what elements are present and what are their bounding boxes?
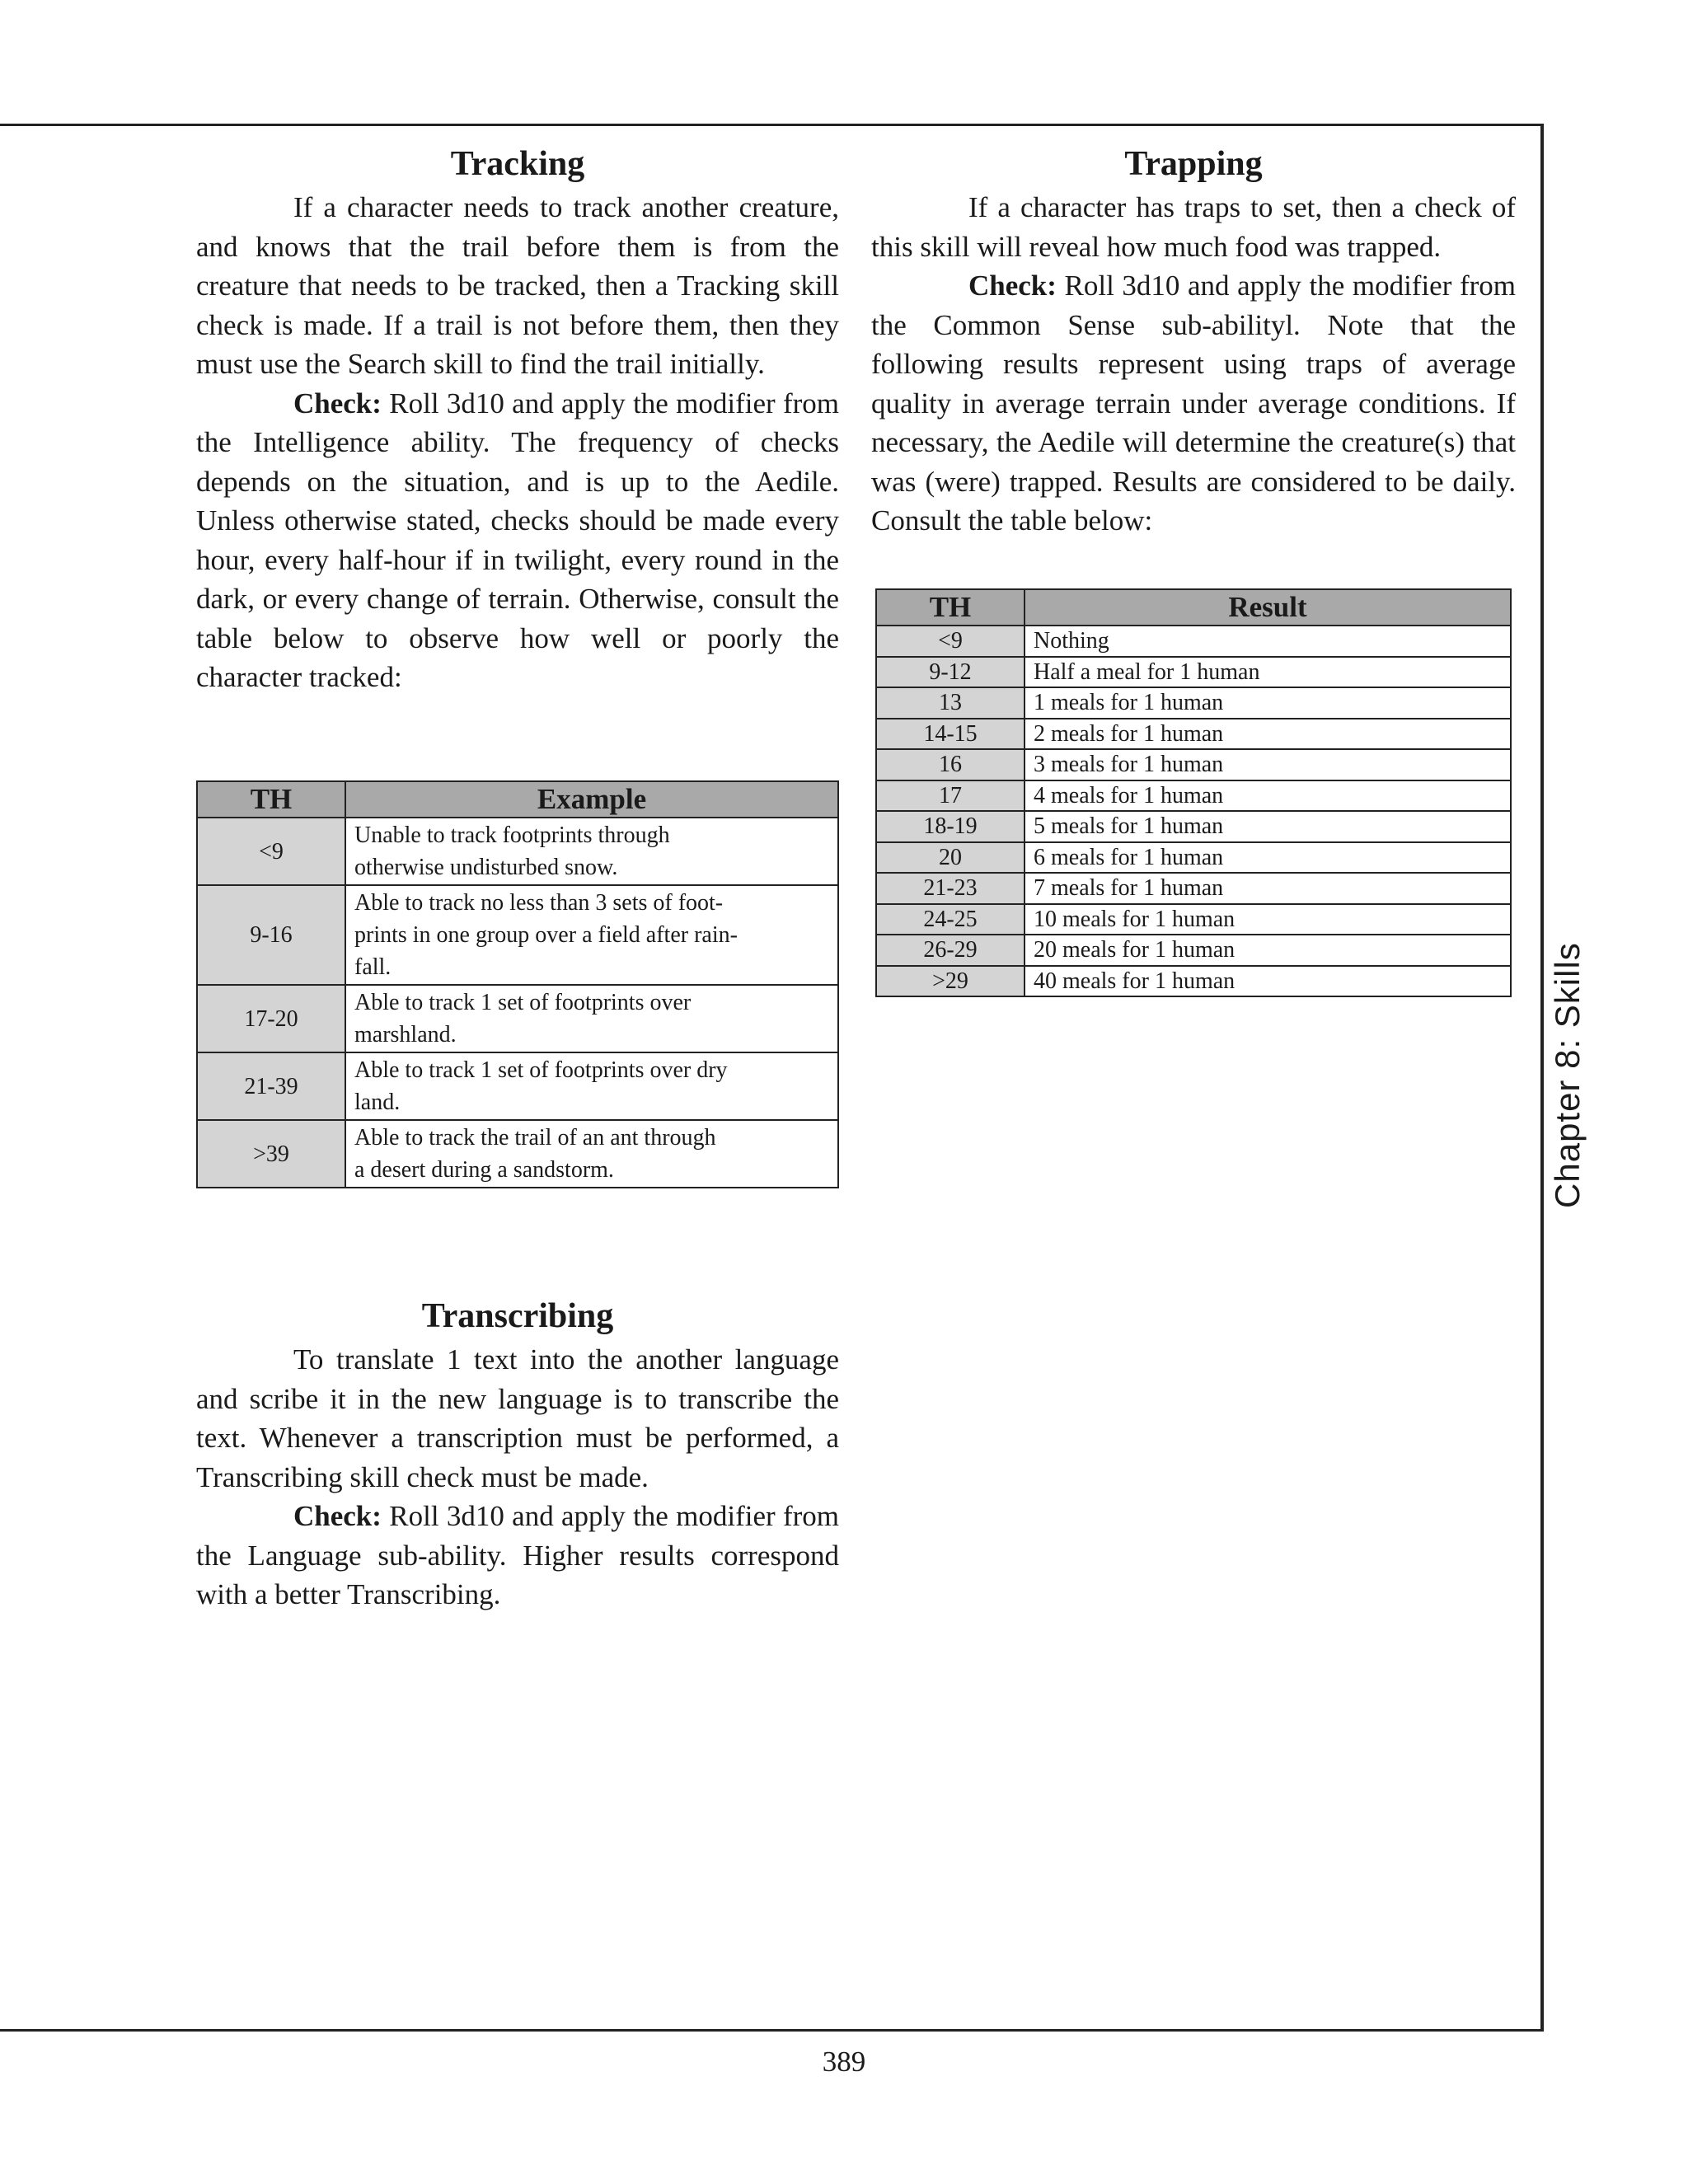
trapping-result-cell: Half a meal for 1 human xyxy=(1025,657,1511,688)
tracking-example-line: Able to track 1 set of footprints over xyxy=(354,990,692,1015)
page-number: 389 xyxy=(822,2046,866,2078)
tracking-table-header-row xyxy=(197,781,838,818)
table-row xyxy=(197,985,838,1052)
trapping-th-cell: 9-12 xyxy=(876,657,1025,688)
trapping-result-cell: 4 meals for 1 human xyxy=(1025,780,1511,812)
tracking-th-cell: 9-16 xyxy=(197,885,345,985)
table-row xyxy=(876,811,1511,842)
trapping-check-label: Check: xyxy=(968,269,1057,302)
tracking-th-cell: <9 xyxy=(197,818,345,885)
trapping-result-cell: 6 meals for 1 human xyxy=(1025,842,1511,874)
table-row xyxy=(876,749,1511,780)
tracking-example-line: a desert during a sandstorm. xyxy=(354,1157,614,1183)
trapping-result-cell: 1 meals for 1 human xyxy=(1025,687,1511,719)
tracking-example-cell xyxy=(345,885,838,985)
table-row xyxy=(876,935,1511,966)
tracking-check-label: Check: xyxy=(293,387,382,419)
trapping-table-header-row xyxy=(876,589,1511,626)
trapping-result-cell: 20 meals for 1 human xyxy=(1025,935,1511,966)
trapping-heading: Trapping xyxy=(1124,145,1263,183)
table-row xyxy=(197,818,838,885)
trapping-result-cell: 5 meals for 1 human xyxy=(1025,811,1511,842)
table-row xyxy=(876,842,1511,874)
table-row xyxy=(197,885,838,985)
tracking-table xyxy=(196,780,839,1188)
trapping-th-cell: 16 xyxy=(876,749,1025,780)
chapter-label: Chapter 8: Skills xyxy=(1548,942,1587,1208)
tracking-example-line: Able to track 1 set of footprints over dry xyxy=(354,1057,728,1083)
tracking-intro: If a character needs to track another creature, and knows that the trail before them is from the creature that needs to be tracked, then a Tracking skill check is made. If a trail is not before them, then they must use the Search skill to find the trail initially. xyxy=(196,191,839,380)
transcribing-check-paragraph xyxy=(196,1497,839,1615)
tracking-section xyxy=(196,142,839,697)
tracking-example-line: marshland. xyxy=(354,1022,457,1047)
trapping-th-cell: 20 xyxy=(876,842,1025,874)
tracking-example-line: prints in one group over a field after rain- xyxy=(354,922,738,948)
transcribing-intro: To translate 1 text into the another language and scribe it in the new language is to transcribe the text. Whenever a transcription must be performed, a Transcribing skill check must be made. xyxy=(196,1343,839,1493)
table-row xyxy=(876,904,1511,935)
trapping-check-text: Roll 3d10 and apply the modifier from the Common Sense sub-abilityl. Note that the following results represent using traps of average quality in average terrain under average conditions. If necessary, the Aedile will determine the creature(s) that was (were) trapped. Results are considered to be daily. Consult the table below: xyxy=(871,269,1516,537)
trapping-th-cell: 14-15 xyxy=(876,719,1025,750)
tracking-example-line: fall. xyxy=(354,954,392,980)
transcribing-check-text: Roll 3d10 and apply the modifier from the Language sub-ability. Higher results correspond with a better Transcribing. xyxy=(196,1500,839,1610)
trapping-th-cell: <9 xyxy=(876,626,1025,657)
table-row xyxy=(876,687,1511,719)
trapping-table xyxy=(875,588,1512,997)
page-frame-top xyxy=(0,124,1543,126)
tracking-table-header-th: TH xyxy=(197,781,345,818)
page-frame-right xyxy=(1540,124,1544,2032)
tracking-th-cell: >39 xyxy=(197,1120,345,1188)
tracking-example-cell xyxy=(345,985,838,1052)
trapping-result-cell: Nothing xyxy=(1025,626,1511,657)
trapping-th-cell: 21-23 xyxy=(876,873,1025,904)
trapping-result-cell: 10 meals for 1 human xyxy=(1025,904,1511,935)
tracking-check-text: Roll 3d10 and apply the modifier from the Intelligence ability. The frequency of checks depends on the situation, and is up to the Aedile. Unless otherwise stated, checks should be made every hour, every half-hour if in twilight, every round in the dark, or every change of terrain. Otherwise, consult the table below to observe how well or poorly the character tracked: xyxy=(196,387,839,693)
tracking-th-cell: 17-20 xyxy=(197,985,345,1052)
trapping-intro: If a character has traps to set, then a check of this skill will reveal how much food was trapped. xyxy=(871,191,1516,263)
table-row xyxy=(876,626,1511,657)
trapping-th-cell: 13 xyxy=(876,687,1025,719)
tracking-example-cell xyxy=(345,1120,838,1188)
trapping-table-header-result: Result xyxy=(1025,589,1511,626)
table-row xyxy=(876,966,1511,997)
tracking-example-cell xyxy=(345,1052,838,1120)
trapping-th-cell: 24-25 xyxy=(876,904,1025,935)
table-row xyxy=(876,657,1511,688)
table-row xyxy=(876,780,1511,812)
trapping-th-cell: 26-29 xyxy=(876,935,1025,966)
tracking-example-line: Unable to track footprints through xyxy=(354,823,670,848)
tracking-heading: Tracking xyxy=(450,145,585,183)
trapping-table-header-th: TH xyxy=(876,589,1025,626)
tracking-example-cell xyxy=(345,818,838,885)
tracking-th-cell: 21-39 xyxy=(197,1052,345,1120)
table-row xyxy=(197,1120,838,1188)
table-row xyxy=(876,719,1511,750)
tracking-example-line: land. xyxy=(354,1090,401,1115)
trapping-result-cell: 7 meals for 1 human xyxy=(1025,873,1511,904)
tracking-example-line: otherwise undisturbed snow. xyxy=(354,855,618,880)
transcribing-check-label: Check: xyxy=(293,1500,382,1532)
tracking-check-paragraph xyxy=(196,384,839,697)
table-row xyxy=(197,1052,838,1120)
trapping-check-paragraph xyxy=(871,266,1516,541)
page-frame-bottom xyxy=(0,2029,1543,2032)
trapping-th-cell: 17 xyxy=(876,780,1025,812)
tracking-example-line: Able to track the trail of an ant through xyxy=(354,1125,716,1151)
transcribing-heading: Transcribing xyxy=(421,1297,614,1335)
trapping-th-cell: >29 xyxy=(876,966,1025,997)
table-row xyxy=(876,873,1511,904)
tracking-table-header-example: Example xyxy=(345,781,838,818)
trapping-result-cell: 3 meals for 1 human xyxy=(1025,749,1511,780)
trapping-section xyxy=(871,142,1516,541)
trapping-result-cell: 40 meals for 1 human xyxy=(1025,966,1511,997)
transcribing-section xyxy=(196,1294,839,1615)
trapping-th-cell: 18-19 xyxy=(876,811,1025,842)
trapping-result-cell: 2 meals for 1 human xyxy=(1025,719,1511,750)
tracking-example-line: Able to track no less than 3 sets of foot- xyxy=(354,890,724,916)
